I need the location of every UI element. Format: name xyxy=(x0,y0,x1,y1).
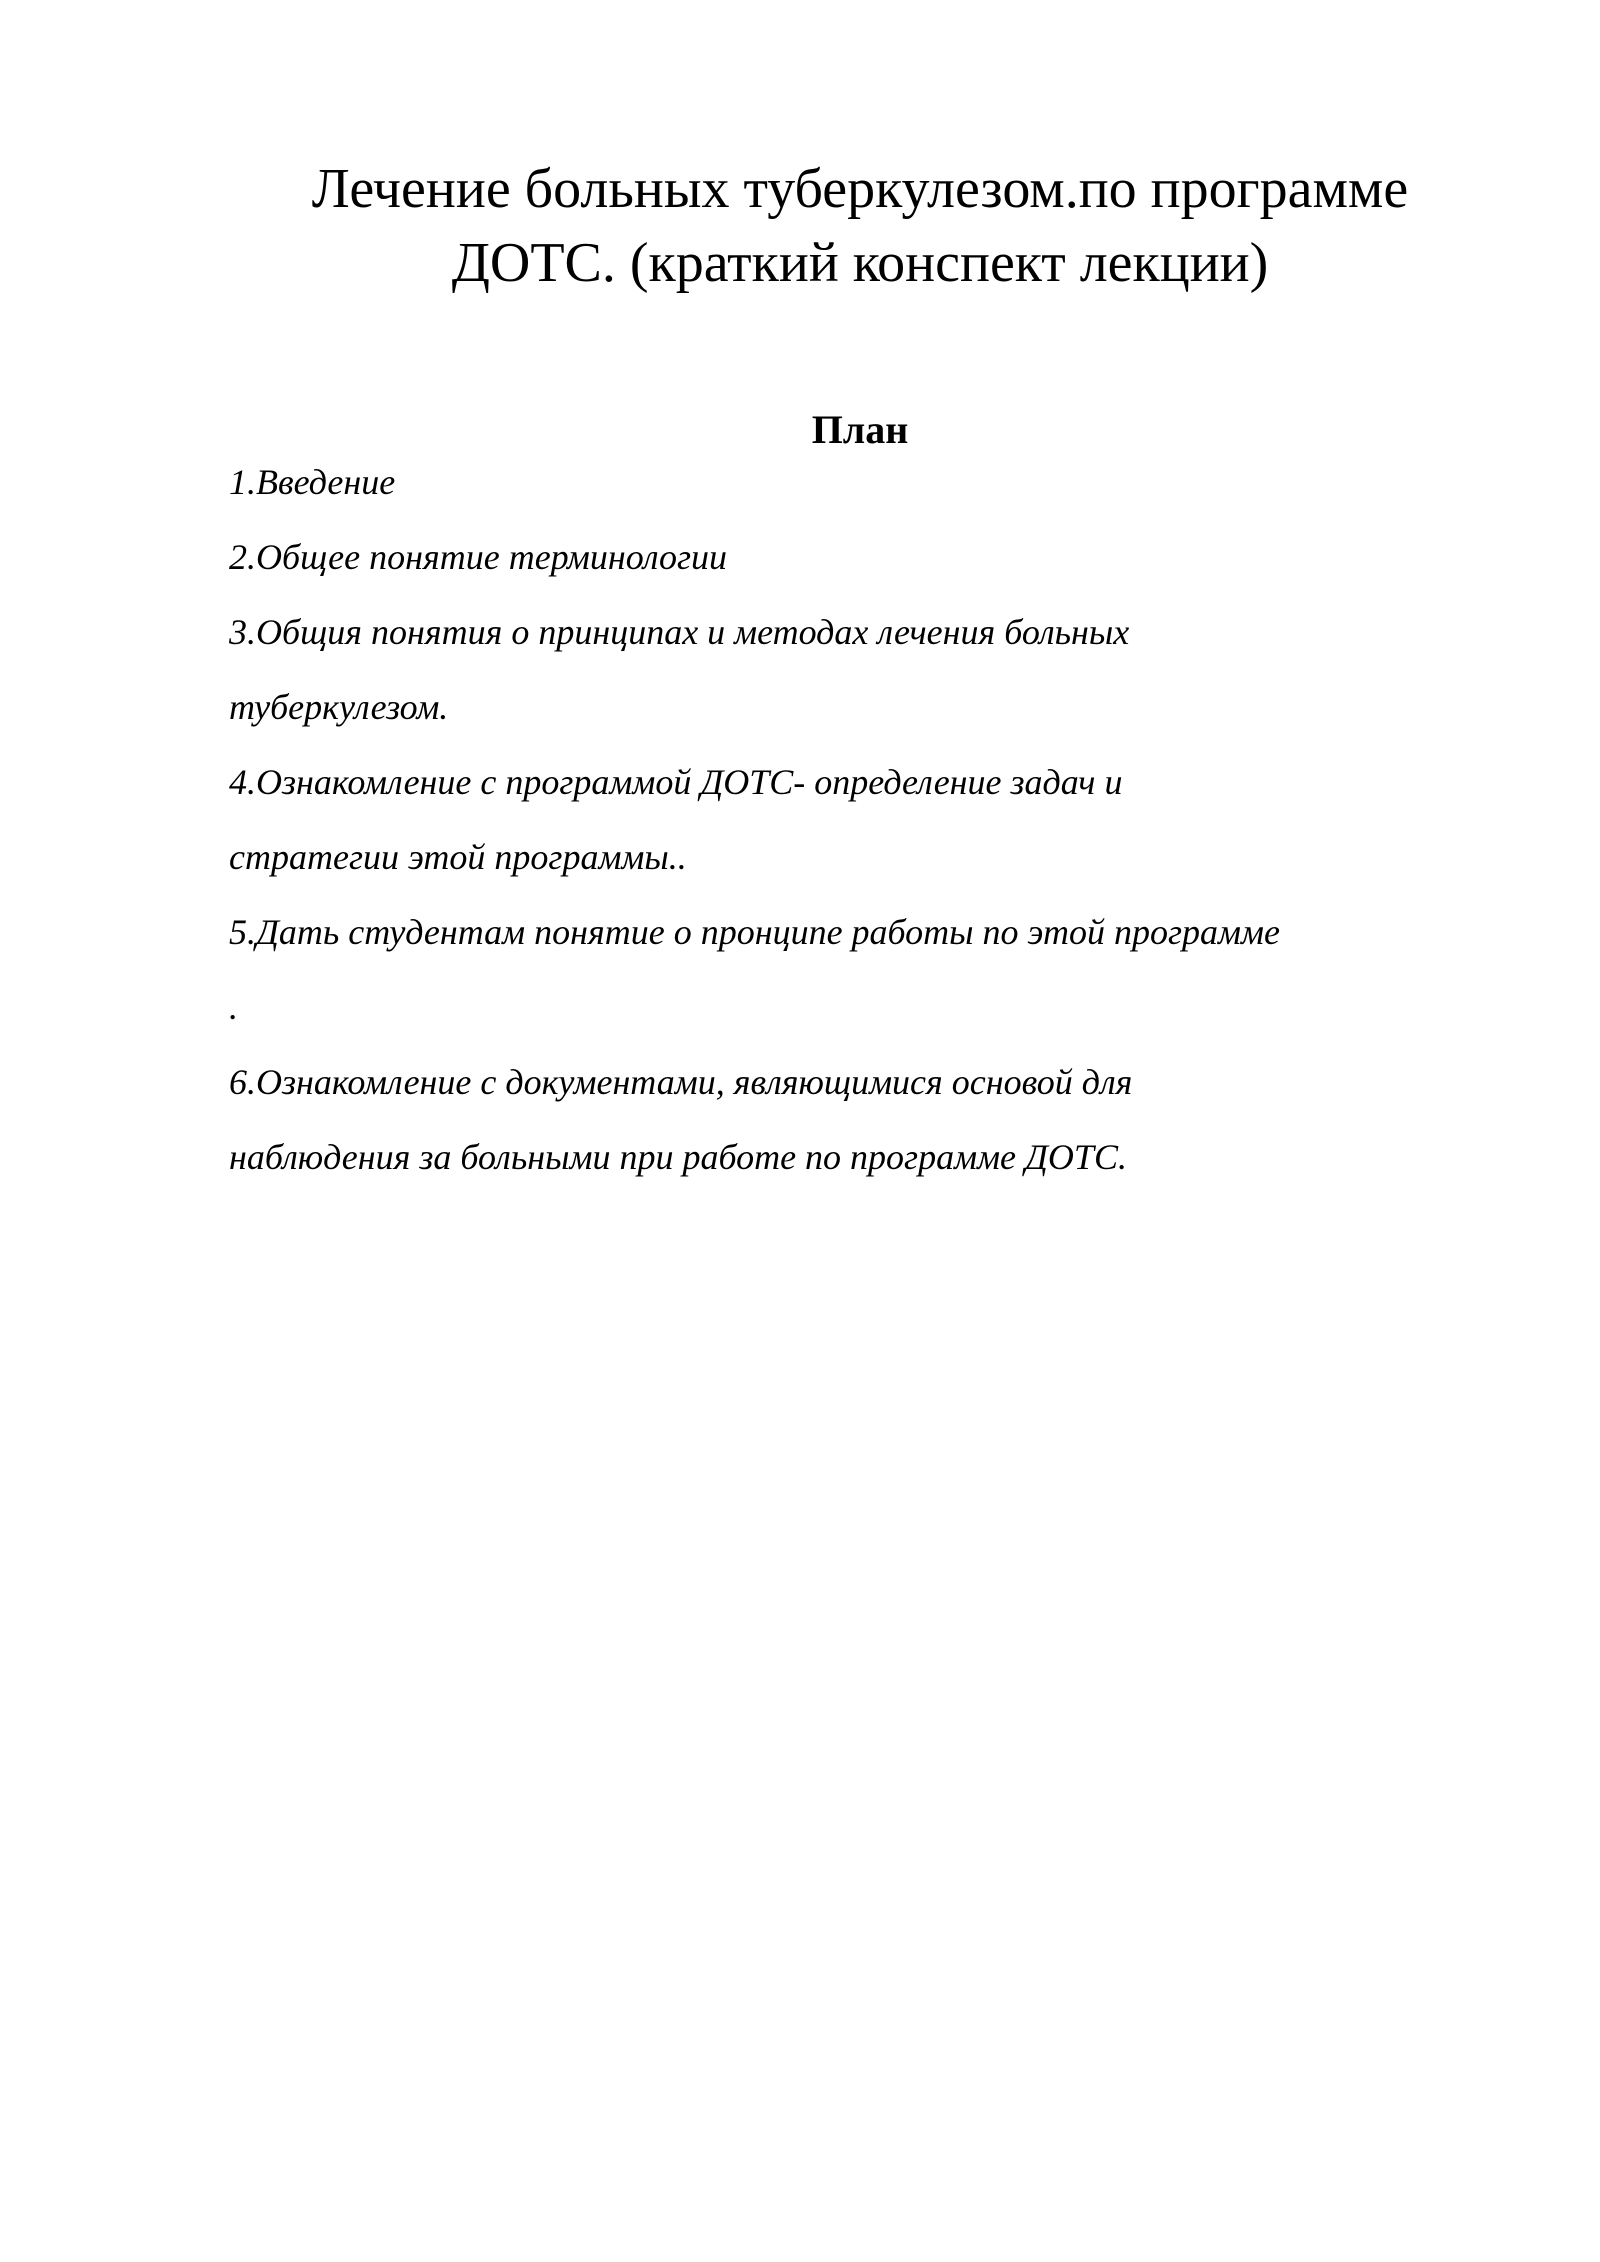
plan-item-3-continued: туберкулезом. xyxy=(229,687,449,727)
plan-item-4-continued: стратегии этой программы.. xyxy=(229,837,687,877)
title-line-2: ДОТС. (краткий конспект лекции) xyxy=(451,232,1269,294)
plan-item-5: 5.Дать студентам понятие о пронципе работы по этой программе xyxy=(229,912,1280,952)
title-line-1: Лечение больных туберкулезом.по программе xyxy=(311,158,1409,220)
plan-list xyxy=(229,450,1529,1200)
plan-item-3: 3.Общия понятия о принципах и методах лечения больных xyxy=(229,612,1130,652)
plan-item-6: 6.Ознакомление с документами, являющимися основой для xyxy=(229,1062,1133,1102)
plan-item-6-continued: наблюдения за больными при работе по программе ДОТС. xyxy=(229,1137,1127,1177)
document-title xyxy=(230,152,1490,300)
plan-item-2: 2.Общее понятие терминологии xyxy=(229,537,728,577)
plan-item-1: 1.Введение xyxy=(229,462,396,502)
plan-item-5-continued: . xyxy=(229,987,238,1027)
plan-heading: План xyxy=(811,407,909,452)
plan-item-4: 4.Ознакомление с программой ДОТС- определение задач и xyxy=(229,762,1123,802)
